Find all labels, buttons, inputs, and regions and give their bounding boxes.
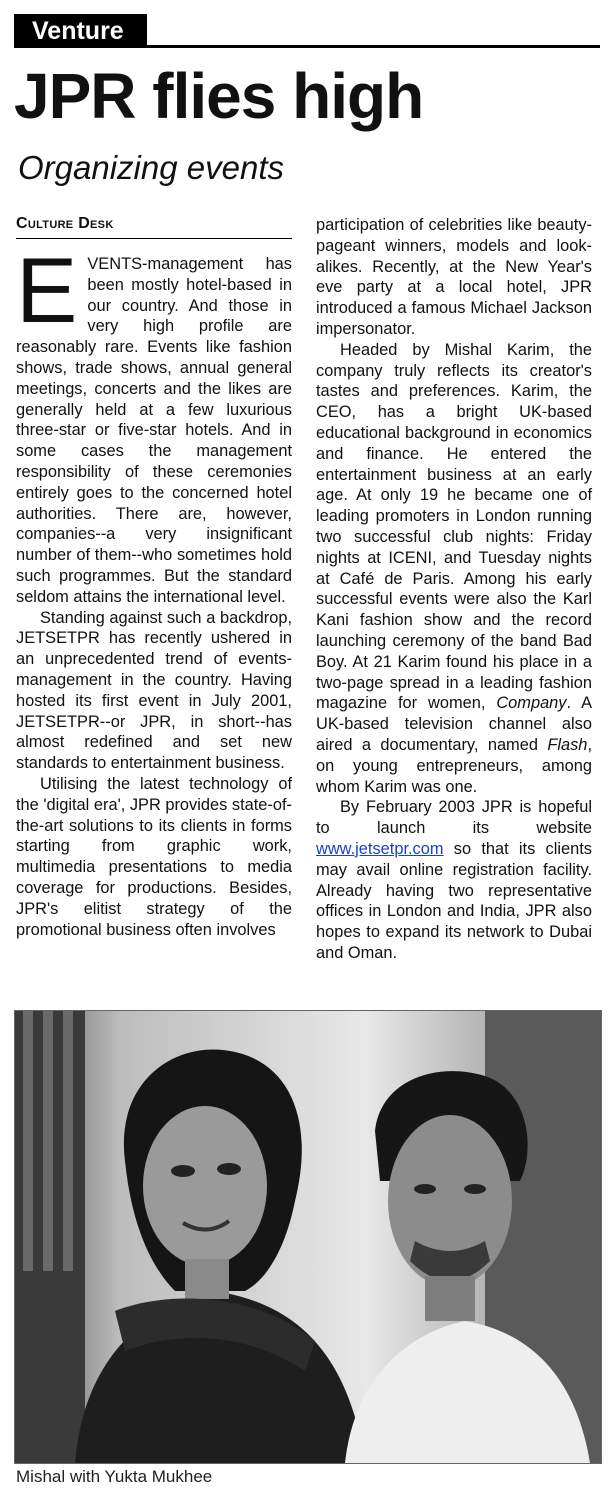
photo-caption: Mishal with Yukta Mukhee <box>16 1467 213 1486</box>
paragraph-3: Utilising the latest technology of the 'digital era', JPR provides state-of-the-art solutions to its clients in forms starting from graphic work, multimedia presentations to media coverage for productions. Besides, JPR's elitist strategy of the promotional business often involves <box>16 774 292 939</box>
paragraph-2: Standing against such a backdrop, JETSETPR has recently ushered in an unprecedented trend of events-management in the country. Having hosted its first event in July 2001, JETSETPR--or JPR, in short--has almost redefined and set new standards to entertainment business. <box>16 608 292 773</box>
right-column <box>316 215 592 964</box>
byline: Culture Desk <box>16 213 292 239</box>
documentary-title: Flash <box>547 735 588 754</box>
left-column <box>16 240 292 940</box>
photo <box>14 1010 602 1464</box>
paragraph-1: EVENTS-management has been mostly hotel-based in our country. And those in very high profile are reasonably rare. Events like fashion shows, trade shows, annual general meetings, concerts and the likes are generally held at a few luxurious three-star or five-star hotels. And in some cases the management responsibility of these ceremonies entirely goes to the concerned hotel authorities. There are, however, companies--a very insignificant number of them--who sometimes hold such programmes. But the standard seldom attains the international level. <box>16 240 292 606</box>
headline: JPR flies high <box>14 60 424 132</box>
drop-cap: E <box>16 240 78 342</box>
photo-illustration <box>15 1011 601 1463</box>
paragraph-5: Headed by Mishal Karim, the company truly reflects its creator's tastes and preferences. Karim, the CEO, has a bright UK-based educational background in economics and finance. He entered the entertainment business at an early age. At only 19 he became one of leading promoters in London running two successful club nights: Friday nights at ICENI, and Tuesday nights at Café de Paris. Among his early successful events were also the Karl Kani fashion show and the record launching ceremony of the band Bad Boy. At 21 Karim found his place in a two-page spread in a leading fashion magazine for women, Company. A UK-based television channel also aired a documentary, named Flash, on young entrepreneurs, among whom Karim was one. <box>316 340 592 796</box>
header-rule <box>14 45 600 48</box>
deck: Organizing events <box>18 149 284 186</box>
website-link[interactable]: www.jetsetpr.com <box>316 839 444 858</box>
magazine-title: Company <box>496 694 567 713</box>
section-label: Venture <box>14 14 147 48</box>
paragraph-6: By February 2003 JPR is hopeful to launch its website www.jetsetpr.com so that its clients may avail online registration facility. Already having two representative offices in London and India, JPR also hopes to expand its network to Dubai and Oman. <box>316 798 592 962</box>
paragraph-4: participation of celebrities like beauty-pageant winners, models and look-alikes. Recently, at the New Year's eve party at a local hotel, JPR introduced a famous Michael Jackson impersonator. <box>316 216 592 338</box>
